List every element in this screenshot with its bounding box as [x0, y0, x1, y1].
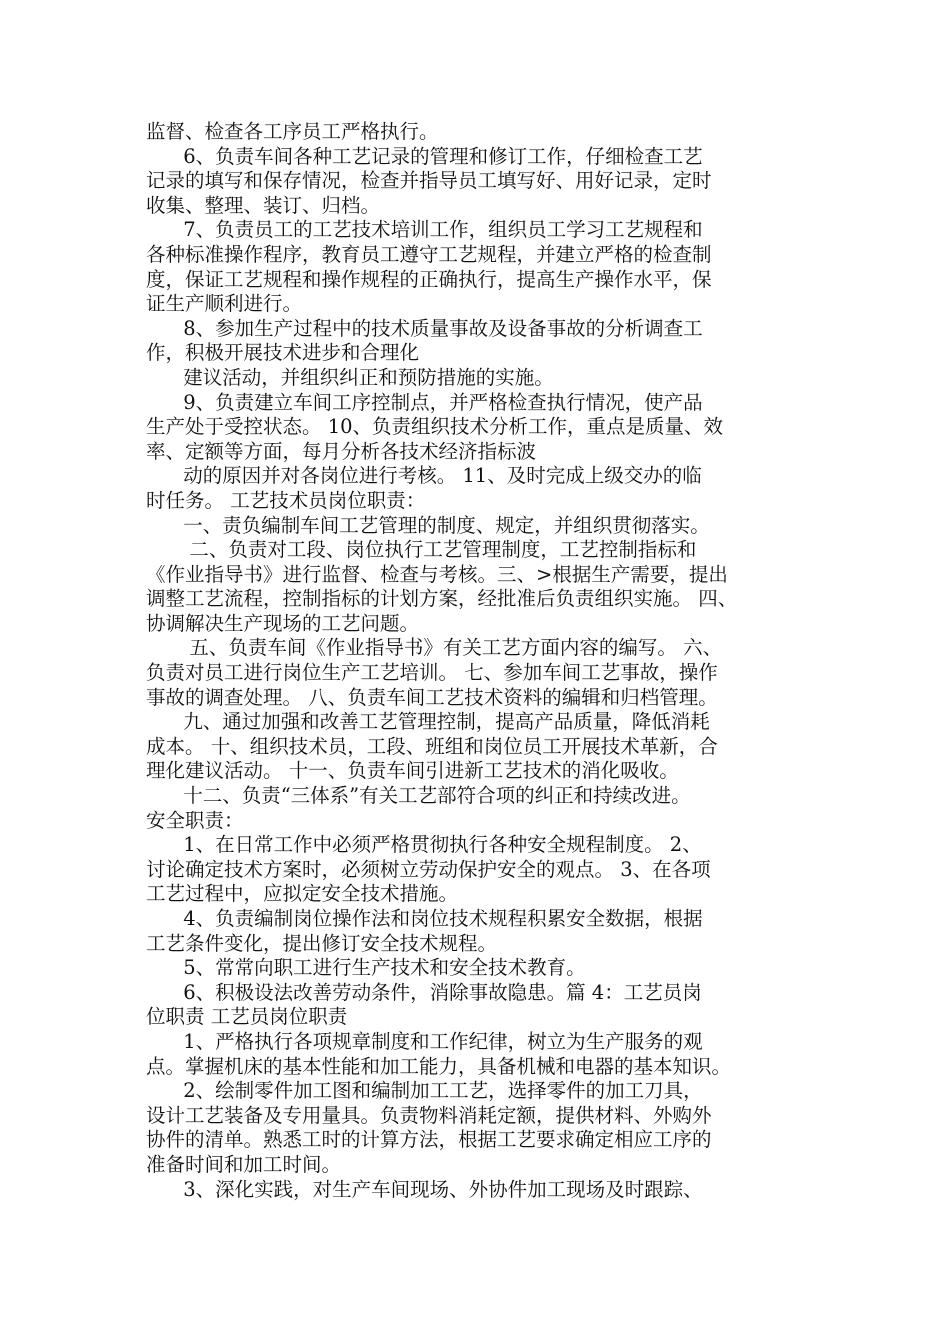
text-line: 作，积极开展技术进步和合理化 [146, 341, 420, 365]
text-line: 4、负责编制岗位操作法和岗位技术规程积累安全数据，根据 [146, 907, 703, 930]
text-line: 生产处于受控状态。 10、负责组织技术分析工作，重点是质量、效 [146, 415, 724, 439]
text-line: 7、负责员工的工艺技术培训工作，组织员工学习工艺规程和 [146, 218, 703, 242]
text-line: 6、负责车间各种工艺记录的管理和修订工作，仔细检查工艺 [146, 144, 703, 168]
text-line: 5、常常向职工进行生产技术和安全技术教育。 [146, 956, 586, 980]
text-line: 8、参加生产过程中的技术质量事故及设备事故的分析调查工 [146, 316, 703, 340]
text-line: 《作业指导书》进行监督、检查与考核。三、>根据生产需要，提出 [146, 562, 728, 586]
text-line: 率、定额等方面，每月分析各技术经济指标波 [146, 439, 537, 463]
text-line: 安全职责： [146, 808, 244, 832]
text-line: 理化建议活动。 十一、负责车间引进新工艺技术的消化吸收。 [146, 759, 679, 783]
text-line: 讨论确定技术方案时，必须树立劳动保护安全的观点。 3、在各项 [146, 857, 711, 881]
text-line: 协件的清单。熟悉工时的计算方法，根据工艺要求确定相应工序的 [146, 1128, 712, 1152]
text-line: 九、通过加强和改善工艺管理控制，提高产品质量，降低消耗 [146, 710, 710, 734]
text-line: 五、负责车间《作业指导书》有关工艺方面内容的编写。 六、 [146, 636, 723, 660]
text-line: 负责对员工进行岗位生产工艺培训。 七、参加车间工艺事故，操作 [146, 661, 718, 685]
text-line: 工艺过程中，应拟定安全技术措施。 [146, 882, 459, 906]
text-line: 位职责 工艺员岗位职责 [146, 1005, 348, 1029]
text-line: 设计工艺装备及专用量具。负责物料消耗定额，提供材料、外购外 [146, 1103, 712, 1127]
text-line: 建议活动，并组织纠正和预防措施的实施。 [146, 365, 554, 389]
text-line: 各种标准操作程序，教育员工遵守工艺规程，并建立严格的检查制 [146, 242, 712, 266]
text-line: 二、负责对工段、岗位执行工艺管理制度，工艺控制指标和 [146, 538, 697, 562]
text-line: 时任务。 工艺技术员岗位职责： [146, 488, 426, 512]
text-line: 收集、整理、装订、归档。 [146, 193, 381, 217]
text-line: 6、积极设法改善劳动条件，消除事故隐患。篇 4：工艺员岗 [146, 980, 702, 1004]
text-line: 9、负责建立车间工序控制点，并严格检查执行情况，使产品 [146, 390, 703, 414]
text-line: 十二、负责“三体系”有关工艺部符合项的纠正和持续改进。 [146, 784, 691, 808]
text-line: 点。掌握机床的基本性能和加工能力，具备机械和电器的基本知识。 [146, 1054, 732, 1078]
text-line: 3、深化实践，对生产车间现场、外协件加工现场及时跟踪、 [146, 1177, 703, 1201]
text-line: 动的原因并对各岗位进行考核。 11、及时完成上级交办的临 [146, 464, 702, 488]
text-line: 证生产顺利进行。 [146, 292, 303, 316]
text-line: 工艺条件变化，提出修订安全技术规程。 [146, 931, 498, 955]
text-line: 调整工艺流程，控制指标的计划方案，经批准后负责组织实施。 四、 [146, 587, 738, 611]
text-line: 记录的填写和保存情况，检查并指导员工填写好、用好记录，定时 [146, 169, 712, 193]
text-line: 协调解决生产现场的工艺问题。 [146, 611, 420, 635]
text-line: 1、在日常工作中必须严格贯彻执行各种安全规程制度。 2、 [146, 833, 702, 857]
text-line: 度，保证工艺规程和操作规程的正确执行，提高生产操作水平，保 [146, 267, 712, 291]
text-line: 2、绘制零件加工图和编制加工工艺，选择零件的加工刀具， [146, 1079, 703, 1103]
text-line: 一、责负编制车间工艺管理的制度、规定，并组织贯彻落实。 [146, 513, 710, 537]
document-body [146, 120, 810, 1202]
text-line: 成本。 十、组织技术员，工段、班组和岗位员工开展技术革新，合 [146, 734, 718, 758]
text-line: 准备时间和加工时间。 [146, 1152, 342, 1176]
text-line: 事故的调查处理。 八、负责车间工艺技术资料的编辑和归档管理。 [146, 685, 718, 709]
text-line: 1、严格执行各项规章制度和工作纪律，树立为生产服务的观 [146, 1029, 703, 1053]
text-line: 监督、检查各工序员工严格执行。 [146, 120, 439, 143]
